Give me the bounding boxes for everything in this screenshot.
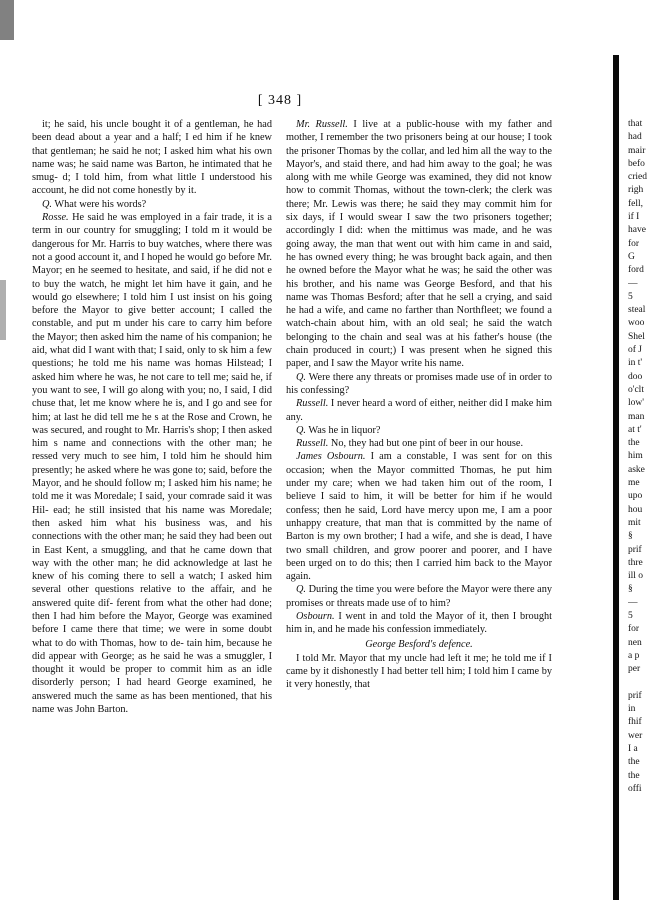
margin-fragment: prif [628,690,642,701]
margin-fragment: ford [628,265,644,276]
paragraph [286,652,552,692]
margin-fragment: steal [628,305,646,316]
margin-fragment: prif [628,544,642,555]
margin-fragment: per [628,664,641,675]
paragraph [286,397,552,424]
speaker-name: Mr. Russell. [296,119,348,130]
margin-fragment: righ [628,185,644,196]
paragraph [286,371,552,398]
margin-fragment: him [628,451,643,462]
margin-fragment: man [628,411,645,422]
paragraph-text: What were his words? [54,198,147,210]
paragraph [286,583,552,610]
margin-fragment: woo [628,318,645,329]
margin-fragment: upo [628,491,643,502]
margin-fragment: wer [628,730,643,741]
margin-fragment: of J [628,345,642,356]
paragraph [32,198,272,211]
right-column [286,118,552,692]
scan-edge-top [0,0,14,40]
margin-fragment: I a [628,743,638,754]
paragraph [286,118,552,371]
margin-fragment: low' [628,398,644,409]
speaker-name: Russell. [296,398,329,410]
speaker-name: James Osbourn. [296,451,366,463]
margin-fragment: the [628,438,640,449]
paragraph [286,437,552,450]
margin-fragment: § [628,584,633,595]
page-number: [ 348 ] [257,93,303,108]
margin-fragment: hou [628,504,643,515]
margin-fragment: aske [628,464,645,475]
margin-fragment: have [628,225,646,236]
margin-fragment: fhif [628,717,642,728]
paragraph-text: I never heard a word of either, neither did I make him any. [286,398,552,423]
paragraph-text: I told Mr. Mayor that my uncle had left it me; he told me if I came by it dishonestly I had better tell him; I told him I came by it very honestly, that [286,652,552,691]
margin-fragment: — [628,278,638,289]
section-heading: George Besford's defence. [365,638,473,650]
margin-fragment: 5 [628,610,633,621]
margin-fragment: a p [628,650,640,661]
paragraph-text: Was he in liquor? [308,424,381,436]
margin-fragment: in t' [628,358,643,369]
speaker-name: Q. [42,198,53,210]
margin-fragment: § [628,531,633,542]
speaker-name: Osbourn. [296,610,335,622]
margin-fragment: 5 [628,291,633,302]
scan-edge-mid [0,280,6,340]
margin-fragment: at t' [628,424,642,435]
margin-fragment: me [628,478,640,489]
paragraph [286,450,552,583]
margin-fragment: G [628,251,635,262]
paragraph-text: it; he said, his uncle bought it of a gentleman, he had been dead about a year and a half; I ed him if he knew that gentleman; he said he not; I asked him what his own name was; he said name was Barton, he intimated that he smug- d; I told him, from what little I understood his account, he did not come honestly by it. [32,119,272,197]
speaker-name: Q. [296,424,307,436]
paragraph [32,211,272,716]
margin-fragment: — [628,597,638,608]
margin-fragment: thre [628,557,643,568]
margin-fragment: mair [628,145,646,156]
margin-fragment: ill o [628,571,644,582]
margin-fragment: for [628,238,640,249]
margin-fragment: for [628,624,640,635]
paragraph [286,424,552,437]
margin-fragment: doo [628,371,643,382]
binding-gutter [613,55,619,900]
paragraph [286,610,552,637]
paragraph [32,118,272,198]
margin-fragment: that [628,119,643,129]
margin-fragment [628,676,660,689]
margin-fragment: had [628,132,642,143]
paragraph-text: I went in and told the Mayor of it, then I brought him in, and he made his confession immediately. [286,610,553,636]
left-column [32,118,272,716]
margin-fragment: if I [628,212,640,223]
margin-fragment: in [628,704,636,715]
margin-fragment: Shel [628,331,645,342]
margin-fragment: the [628,757,640,768]
margin-fragment: offi [628,783,642,794]
adjacent-page-fragment [628,118,660,796]
margin-fragment: befo [628,158,645,169]
paragraph-text: He said he was employed in a fair trade, it is a term in our country for smuggling; I told m it would be dangerous for Mr. Harris to buy watches, where there was not a good account it, and I hoped he would go before Mr. Mayor; en he seemed to hesitate, and said, if he did not e to buy the watch, he might let him have it gain, and he would go elsewhere; I told him I ust insist on his going before the Mayor to give better account; I called the constable, and put m under his care to carry him before the Mayor; then asked him the name of his companion; he aid, what did I want with that; I said, only to sk him a few questions; he told me his name was homas Hilstead; I asked him where he was, he not care to tell me; said he, if you want to see, I will go along with you; no, I said, I did chuse that, let me know where he is, and I go and see for him; at last he did tell me he s at the Rose and Crown, he was secured, and rought to Mr. Harris's shop; I then asked him s name and connections with the other man; he ressed very much to see him, I told him he should him presently; he asked where he was gone to; said, before the Mayor, and he should follow m; I asked him his name; he told me it was Moredale; I said, your comrade said it was Hil- ead; he still insisted that his name was Moredale; then asked him what his business was, and his connections with the other man; he said they had been out in East Kent, a smuggling, and that he came down that way with the other man; he did acknowledge at last he knew of his coming there to sell a watch; I asked him several other questions relative to the affair, and he answered quite dif- ferent from what the other had done; then I had him before the Mayor, George was examined before I came there that time; we were in some doubt what to do with Thomas, how to de- tain him, because he did appear with George; as he said he was a smuggler, I thought it would be proper to commit him as an idle disorderly person; I had heard George examined, he answered much the same as has been mentioned, that his name was John Barton. [32,212,272,716]
speaker-name: Russell. [296,438,329,450]
speaker-name: Rosse. [42,212,69,224]
paragraph-text: I am a constable, I was sent for on this occasion; when the Mayor committed Thomas, he put him under my care; when we had taken him out of the room, I believe I said to him, it will be better for him if he would confess; then he said, Lord have mercy upon me, I am a poor unhappy creature, that man that is committed by the name of Barton is my own brother; I had a wife, and she is dead, I have two small children, and grow poorer and poorer, and I have been urged on to do this; then I carried him back to the Mayor again. [286,451,553,583]
speaker-name: Q. [296,371,307,383]
paragraph-text: No, they had but one pint of beer in our house. [330,438,524,450]
speaker-name: Q. [296,584,307,596]
margin-fragment: nen [628,637,642,648]
margin-fragment: fell, [628,198,644,209]
margin-fragment: cried [628,172,647,183]
paragraph-text: Were there any threats or promises made use of in order to his confessing? [286,371,552,396]
paragraph-text: During the time you were before the Mayor were there any promises or threats made use of to him? [286,584,552,609]
margin-fragment: mit [628,517,641,528]
margin-fragment: the [628,770,640,781]
paragraph-text: I live at a public-house with my father and mother, I remember the two prisoners being at our house; I took the prisoner Thomas by the collar, and led him all the way to the Mayor's, and staid there, and had him away to the goal; he was along with me while George was examined, they did not know how to commit Thomas, without the town-clerk; the clerk was there; Mr. Lewis was there; he said they may commit him for six days, if I would swear I saw the two prisoners together; accordingly I did: when the mittimus was made, and he was going away, the man that went out with him came in and said, he has owned every thing; he was brought back again, and then he owned before the Mayor what he was; he said the other was his brother, and his name was George Besford, and that his name was Thomas Besford; after that he sell a crying, and said he had a wife, and came no farther than Northfleet; we found a watch-chain about him, with an old seal; he said the watch belonging to the chain and seal was at his father's house (the chain produced in court;) I was present when he signed this paper, and I saw the Mayor write his name. [286,119,552,370]
margin-fragment: o'clt [628,384,644,395]
